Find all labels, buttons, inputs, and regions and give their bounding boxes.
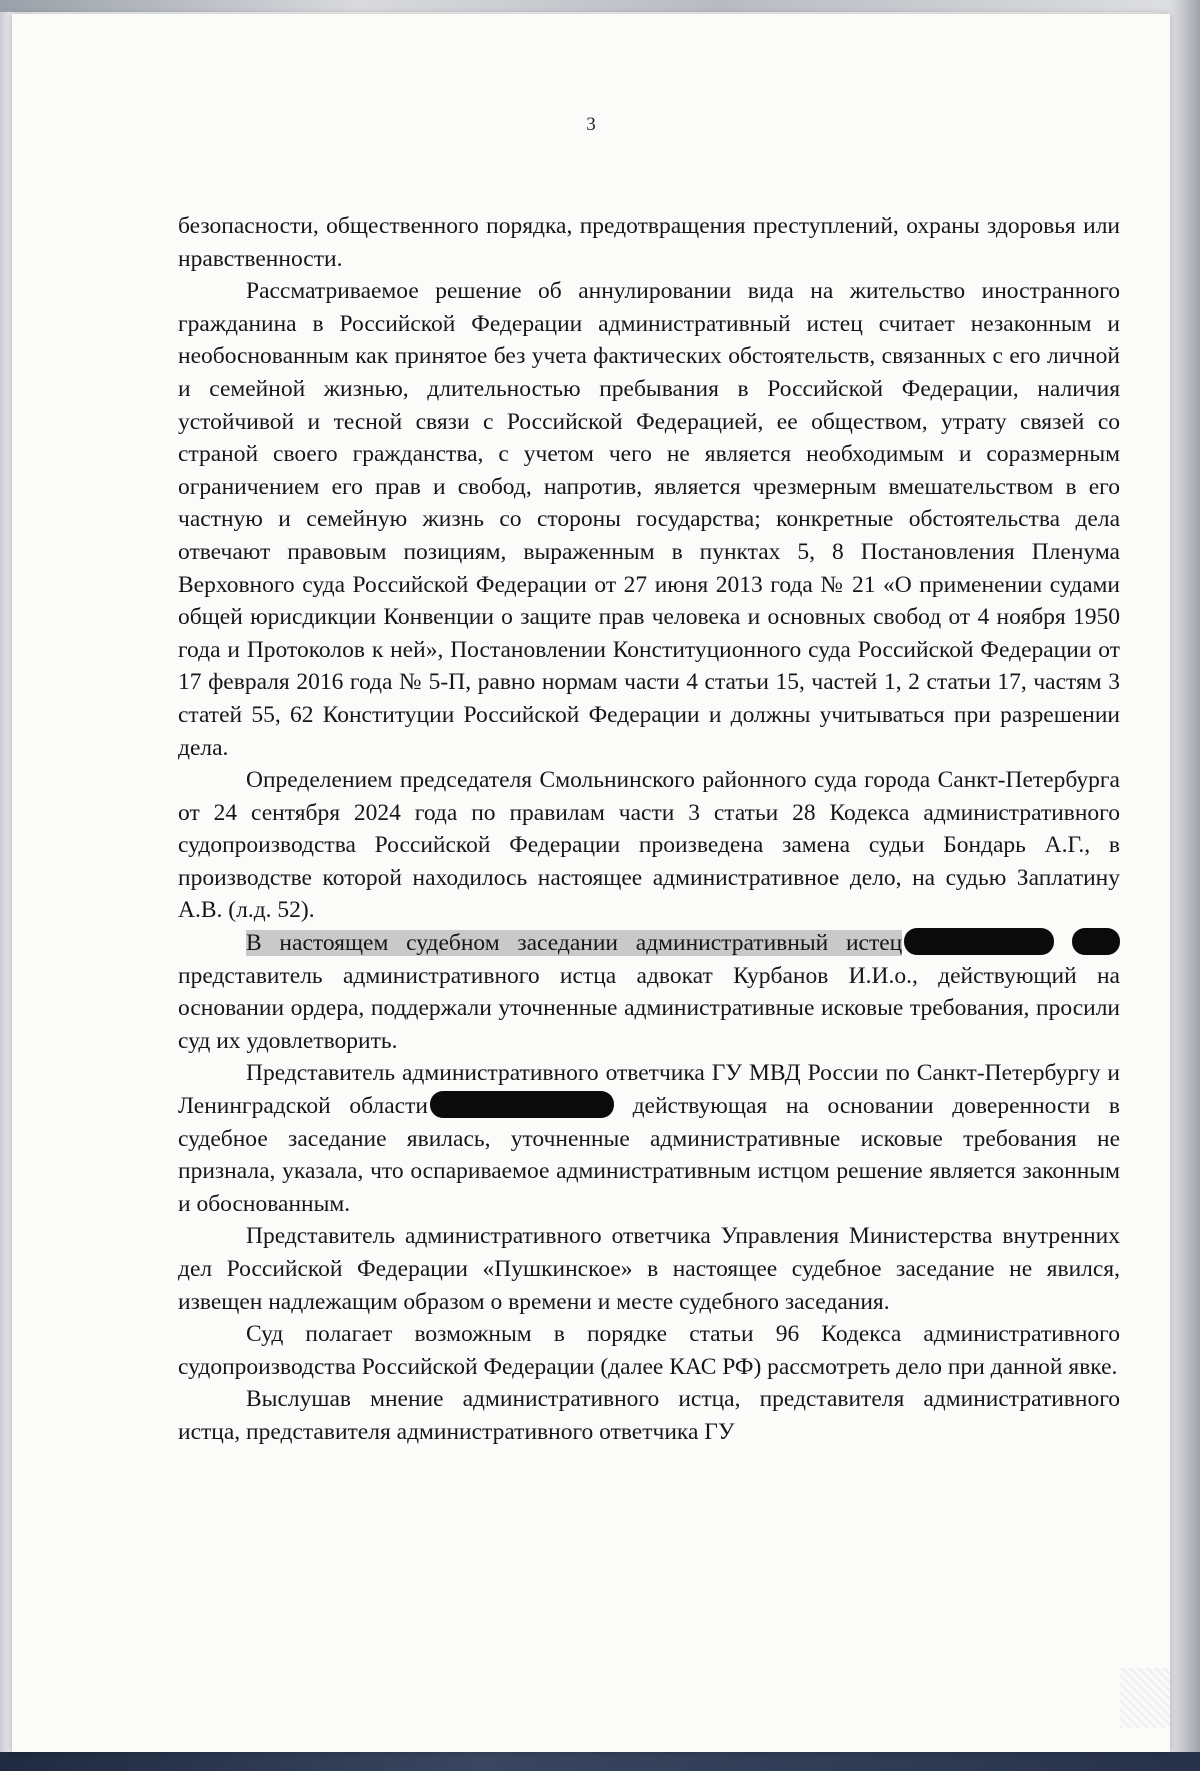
scan-corner-mark xyxy=(1120,1668,1170,1728)
document-page xyxy=(12,14,1170,1752)
paragraph-5-start: Представитель административного ответчика ГУ МВД России по Санкт-Петербургу и Ленинградской области xyxy=(178,1060,1120,1120)
paragraph-3: Определением председателя Смольнинского районного суда города Санкт-Петербурга от 24 сентября 2024 года по правилам части 3 статьи 28 Кодекса административного судопроизводства Российской Федерации произведена замена судьи Бондарь А.Г., в производстве которой находилось настоящее административное дело, на судью Заплатину А.В. (л.д. 52). xyxy=(178,767,1120,924)
paragraph-5-end: действующая на основании доверенности в судебное заседание явилась, уточненные административные исковые требования не признала, указала, что оспариваемое административным истцом решение является законным и обоснованным. xyxy=(178,1093,1121,1217)
paragraph-2: Рассматриваемое решение об аннулировании вида на жительство иностранного гражданина в Российской Федерации административный истец считает незаконным и необоснованным как принятое без учета фактических обстоятельств, связанных с его личной и семейной жизнью, длительностью пребывания в Российской Федерации, наличия устойчивой и тесной связи с Российской Федерацией, ее обществом, утрату связей со страной своего гражданства, с учетом чего не является необходимым и соразмерным ограничением его прав и свобод, напротив, является чрезмерным вмешательством в его частную и семейную жизнь со стороны государства; конкретные обстоятельства дела отвечают правовым позициям, выраженным в пунктах 5, 8 Постановления Пленума Верховного суда Российской Федерации от 27 июня 2013 года № 21 «О применении судами общей юрисдикции Конвенции о защите прав человека и основных свобод от 4 ноября 1950 года и Протоколов к ней», Постановлении Конституционного суда Российской Федерации от 17 февраля 2016 года № 5-П, равно нормам части 4 статьи 15, частей 1, 2 статьи 17, частям 3 статей 55, 62 Конституции Российской Федерации и должны учитываться при разрешении дела. xyxy=(178,278,1120,761)
redaction-block xyxy=(430,1091,614,1118)
scan-bottom-edge xyxy=(0,1752,1200,1771)
paragraph-1: безопасности, общественного порядка, предотвращения преступлений, охраны здоровья или нравственности. xyxy=(178,213,1120,272)
paragraph-4-end: представитель административного истца адвокат Курбанов И.И.о., действующий на основании ордера, поддержали уточненные административные исковые требования, просили суд их удовлетворить. xyxy=(178,962,1120,1054)
redaction-block xyxy=(904,928,1054,955)
scan-top-edge xyxy=(0,0,1200,12)
paragraph-5 xyxy=(178,1057,1120,1220)
scan-right-edge xyxy=(1170,0,1200,1771)
redaction-block xyxy=(1072,928,1120,955)
paragraph-4-start: В настоящем судебном заседании административный истец xyxy=(246,930,903,957)
paragraph-8: Выслушав мнение административного истца, представителя административного истца, представителя административного ответчика ГУ xyxy=(178,1386,1120,1445)
page-number: 3 xyxy=(586,114,596,135)
document-body xyxy=(178,210,1120,1449)
paragraph-7: Суд полагает возможным в порядке статьи 96 Кодекса административного судопроизводства Российской Федерации (далее КАС РФ) рассмотреть дело при данной явке. xyxy=(178,1321,1120,1380)
paragraph-4 xyxy=(178,927,1120,1057)
paragraph-6: Представитель административного ответчика Управления Министерства внутренних дел Российской Федерации «Пушкинское» в настоящее судебное заседание не явился, извещен надлежащим образом о времени и месте судебного заседания. xyxy=(178,1223,1120,1315)
